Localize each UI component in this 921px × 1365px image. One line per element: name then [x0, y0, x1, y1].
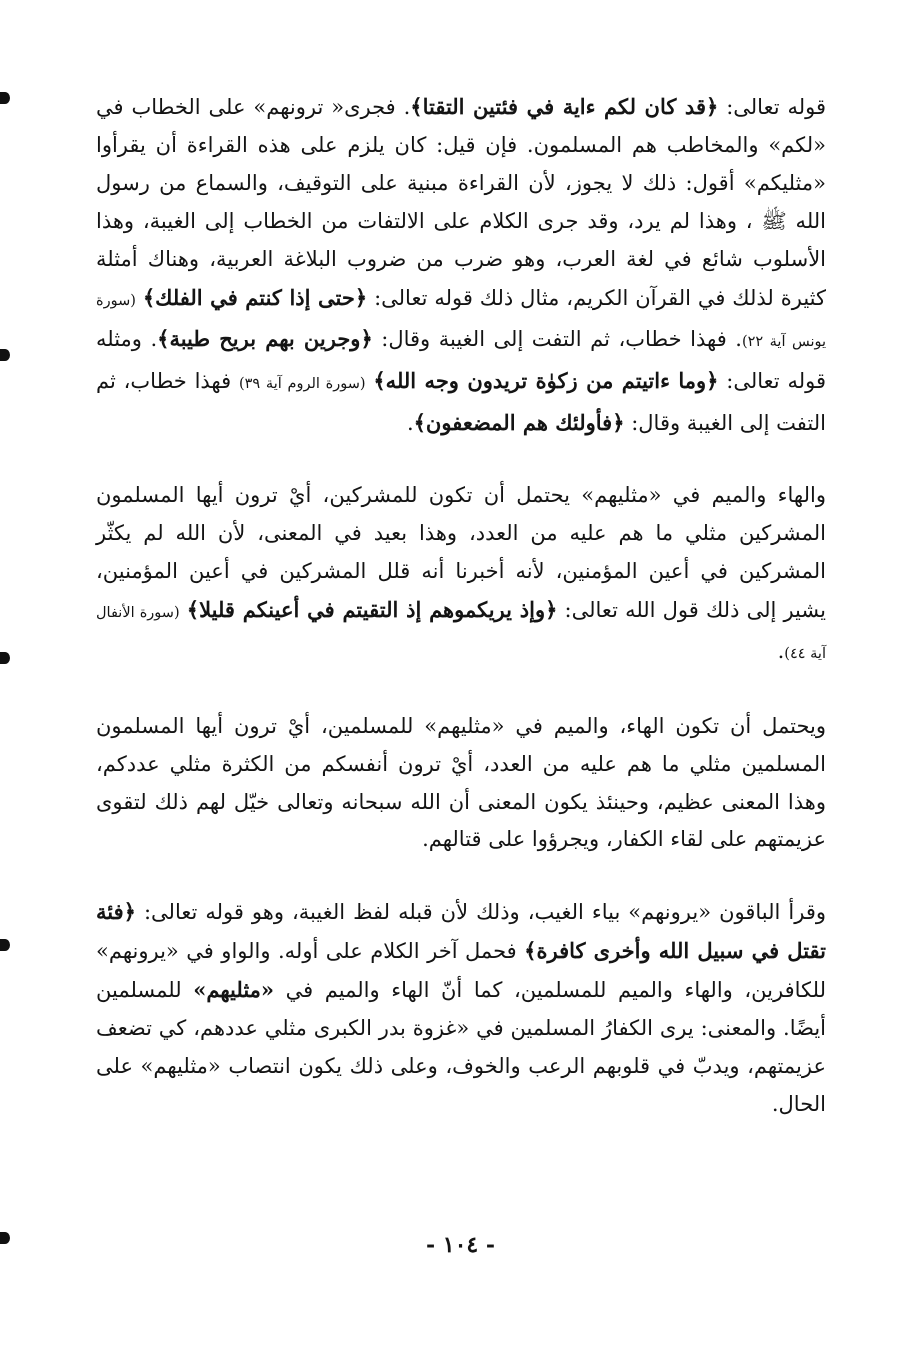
- binding-mark: [0, 652, 10, 664]
- paragraph-4: [96, 893, 826, 1123]
- quranic-quote: ﴿حتى إذا كنتم في الفلك﴾: [142, 284, 368, 310]
- quranic-quote: ﴿فئة تقتل في سبيل الله وأخرى كافرة﴾: [96, 899, 826, 964]
- paragraph-1: [96, 88, 826, 443]
- surah-reference: (سورة الأنفال آية ٤٤): [96, 604, 826, 662]
- quranic-quote: ﴿وما ءاتيتم من زكوٰة تريدون وجه الله﴾: [373, 368, 719, 394]
- binding-mark: [0, 92, 10, 104]
- body-text: للمسلمين أيضًا. والمعنى: يرى الكفارُ المسلمين في «غزوة بدر الكبرى مثلي عددهم، كي تضعف عزيمتهم، ويدبّ في قلوبهم الرعب والخوف، وعلى ذلك يكون انتصاب «مثليهم» على الحال.: [96, 978, 826, 1116]
- body-text: [180, 598, 187, 622]
- body-text: ويحتمل أن تكون الهاء، والميم في «مثليهم» للمسلمين، أيْ ترون أيها المسلمون المسلمين مثلي ما هم عليه من العدد، أيْ ترون أنفسكم من الكثرة مثلي عددكم، وهذا المعنى عظيم، وحينئذ يكون المعنى أن الله سبحانه وتعالى خيّل لهم ذلك لتقوى عزيمتهم على لقاء الكفار، ويجرؤوا على قتالهم.: [96, 713, 826, 852]
- body-text: قوله تعالى:: [718, 95, 826, 119]
- body-text: . فجرى« ترونهم» على الخطاب في «لكم» والمخاطب هم المسلمون. فإن قيل: كان يلزم على هذه القراءة أن يقرأوا «مثليكم» أقول: ذلك لا يجوز، لأن القراءة مبنية على التوقيف، والسماع من رسول الله ﷺ ، وهذا لم يرد، وقد جرى الكلام على الالتفات من الخطاب إلى الغيبة، وهذا الأسلوب شائع في لغة العرب، وهو ضرب من ضروب البلاغة العربية، وهناك أمثلة كثيرة لذلك في القرآن الكريم، مثال ذلك قوله تعالى:: [96, 95, 827, 310]
- surah-reference: (سورة يونس آية ٢٢): [96, 292, 827, 351]
- body-text: . ومثله قوله تعالى:: [96, 327, 826, 394]
- body-text: . فهذا خطاب، ثم التفت إلى الغيبة وقال:: [372, 327, 742, 352]
- quranic-quote: ﴿قد كان لكم ءاية في فئتين التقتا﴾: [410, 94, 719, 119]
- quranic-quote: ﴿وإذ يريكموهم إذ التقيتم في أعينكم قليلا﴾: [186, 596, 558, 622]
- quranic-quote: «مثليهم»: [193, 977, 275, 1003]
- quranic-quote: ﴿وجرين بهم بريح طيبة﴾: [157, 326, 373, 352]
- surah-reference: (سورة الروم آية ٣٩): [238, 376, 366, 393]
- body-text: .: [406, 411, 414, 436]
- body-text: والهاء والميم في «مثليهم» يحتمل أن تكون للمشركين، أيْ ترون أيها المسلمون المشركين مثلي ما هم عليه من العدد، وهذا بعيد في المعنى، لأن الله لم يكثّر المشركين في أعين المؤمنين، لأنه أخبرنا أنه قلل المشركين في أعين المؤمنين، يشير إلى ذلك قول الله تعالى:: [96, 483, 826, 622]
- paragraph-2: [96, 477, 826, 674]
- body-text: فحمل آخر الكلام على أوله. والواو في «يرونهم» للكافرين، والهاء والميم للمسلمين، كما أنّ الهاء والميم في: [96, 939, 826, 1003]
- binding-mark: [0, 349, 10, 361]
- page-number: - ١٠٤ -: [425, 1232, 496, 1258]
- quranic-quote: ﴿فأولئك هم المضعفون﴾: [413, 410, 625, 436]
- body-text: .: [777, 638, 785, 663]
- paragraph-3: [96, 708, 826, 860]
- body-text: فهذا خطاب، ثم التفت إلى الغيبة وقال:: [96, 369, 826, 436]
- body-text: وقرأ الباقون «يرونهم» بياء الغيب، وذلك لأن قبله لفظ الغيبة، وهو قوله تعالى:: [135, 900, 826, 925]
- binding-mark: [0, 1232, 10, 1244]
- binding-mark: [0, 939, 10, 951]
- page-body: [96, 88, 826, 1124]
- body-text: [136, 286, 143, 310]
